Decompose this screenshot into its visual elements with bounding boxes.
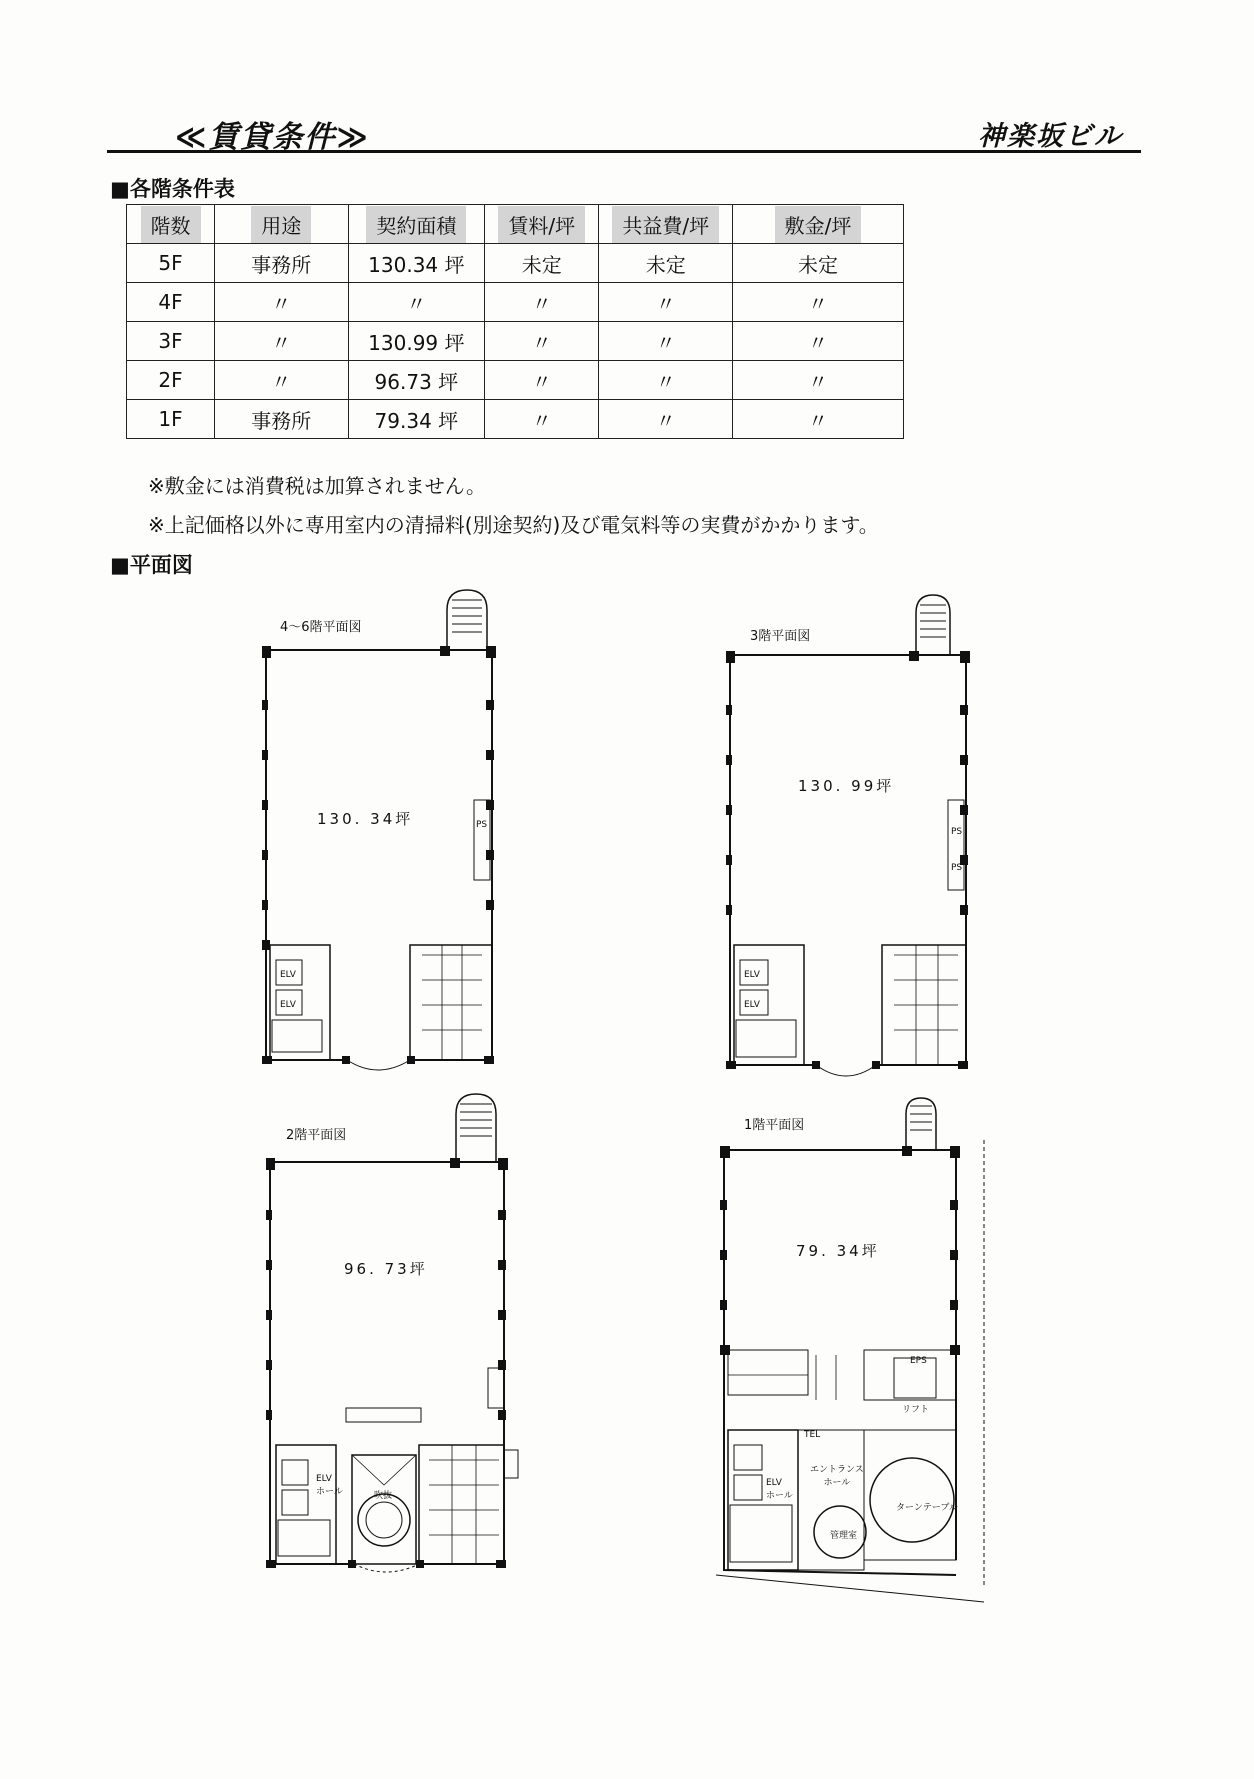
table-cell: 1F bbox=[127, 400, 215, 439]
table-cell: 〃 bbox=[485, 322, 599, 361]
floorplan-area: 96. 73坪 bbox=[344, 1260, 428, 1278]
table-cell: 未定 bbox=[485, 244, 599, 283]
floorplan-2f bbox=[264, 1090, 524, 1580]
void-label: 吹抜 bbox=[374, 1491, 393, 1501]
table-cell: 96.73 坪 bbox=[348, 361, 485, 400]
col-deposit bbox=[733, 205, 904, 244]
floorplan-3f-drawing bbox=[726, 595, 976, 1075]
table-cell: 4F bbox=[127, 283, 215, 322]
floorplan-2f-drawing bbox=[264, 1090, 524, 1580]
table-cell: 〃 bbox=[733, 361, 904, 400]
col-floor-label: 階数 bbox=[141, 206, 201, 243]
note-deposit-tax: ※敷金には消費税は加算されません。 bbox=[148, 474, 486, 498]
elevator-hall-label: ELV ホール bbox=[316, 1474, 343, 1497]
floorplan-area: 79. 34坪 bbox=[796, 1242, 880, 1260]
table-cell: 2F bbox=[127, 361, 215, 400]
table-cell: 5F bbox=[127, 244, 215, 283]
elevator-label: ELV bbox=[744, 970, 760, 980]
table-cell: 〃 bbox=[215, 322, 349, 361]
table-cell: 〃 bbox=[733, 283, 904, 322]
building-name: 神楽坂ビル bbox=[978, 121, 1123, 152]
col-deposit-label: 敷金/坪 bbox=[775, 206, 862, 243]
floorplan-1f-drawing bbox=[716, 1100, 996, 1600]
col-usage bbox=[215, 205, 349, 244]
floorplan-label: 3階平面図 bbox=[750, 629, 811, 644]
floorplan-area: 130. 34坪 bbox=[317, 810, 414, 828]
table-cell: 〃 bbox=[599, 400, 733, 439]
col-area bbox=[348, 205, 485, 244]
table-cell: 〃 bbox=[599, 283, 733, 322]
table-cell: 〃 bbox=[215, 283, 349, 322]
table-cell: 〃 bbox=[733, 400, 904, 439]
floorplan-area: 130. 99坪 bbox=[798, 777, 895, 795]
table-row bbox=[127, 322, 904, 361]
floorplan-label: 2階平面図 bbox=[286, 1128, 347, 1143]
section-conditions-heading: ■各階条件表 bbox=[110, 177, 235, 201]
table-cell: 130.99 坪 bbox=[348, 322, 485, 361]
note-extra-costs: ※上記価格以外に専用室内の清掃料(別途契約)及び電気料等の実費がかかります。 bbox=[148, 513, 879, 537]
table-cell: 〃 bbox=[485, 283, 599, 322]
tel-label: TEL bbox=[804, 1430, 821, 1440]
elevator-hall-label: ELV ホール bbox=[766, 1478, 793, 1501]
floorplan-4-6f bbox=[262, 590, 502, 1070]
table-cell: 〃 bbox=[215, 361, 349, 400]
ps-label: PS bbox=[476, 820, 488, 830]
floorplan-1f bbox=[716, 1100, 996, 1600]
turntable-label: ターンテーブル bbox=[896, 1503, 959, 1513]
table-cell: 〃 bbox=[599, 361, 733, 400]
table-cell: 事務所 bbox=[215, 400, 349, 439]
table-cell: 〃 bbox=[485, 361, 599, 400]
conditions-table bbox=[126, 204, 904, 439]
table-cell: 未定 bbox=[599, 244, 733, 283]
manager-room-label: 管理室 bbox=[830, 1531, 858, 1541]
table-row bbox=[127, 361, 904, 400]
table-cell: 〃 bbox=[348, 283, 485, 322]
elevator-label: ELV bbox=[280, 1000, 296, 1010]
entrance-hall-label: エントランス ホール bbox=[810, 1465, 864, 1488]
section-floorplans-heading: ■平面図 bbox=[110, 553, 193, 577]
table-cell: 〃 bbox=[485, 400, 599, 439]
floorplan-4-6f-drawing bbox=[262, 590, 502, 1070]
ps-label: PS bbox=[951, 827, 963, 837]
col-common-fee bbox=[599, 205, 733, 244]
elevator-label: ELV bbox=[280, 970, 296, 980]
table-row bbox=[127, 244, 904, 283]
col-rent bbox=[485, 205, 599, 244]
table-cell: 130.34 坪 bbox=[348, 244, 485, 283]
table-row bbox=[127, 283, 904, 322]
col-floor bbox=[127, 205, 215, 244]
document-header bbox=[107, 108, 1141, 153]
table-cell: 未定 bbox=[733, 244, 904, 283]
col-usage-label: 用途 bbox=[251, 206, 311, 243]
lift-label: リフト bbox=[902, 1405, 930, 1415]
floorplan-label: 1階平面図 bbox=[744, 1118, 805, 1133]
page-title: ≪賃貸条件≫ bbox=[175, 120, 370, 155]
eps-label: EPS bbox=[910, 1356, 927, 1366]
col-area-label: 契約面積 bbox=[366, 206, 466, 243]
ps-label: PS bbox=[951, 863, 963, 873]
col-common-fee-label: 共益費/坪 bbox=[612, 206, 719, 243]
table-header-row bbox=[127, 205, 904, 244]
table-cell: 〃 bbox=[599, 322, 733, 361]
floorplan-label: 4～6階平面図 bbox=[280, 620, 362, 635]
table-cell: 事務所 bbox=[215, 244, 349, 283]
table-cell: 79.34 坪 bbox=[348, 400, 485, 439]
floorplan-3f bbox=[726, 595, 976, 1075]
col-rent-label: 賃料/坪 bbox=[498, 206, 585, 243]
table-row bbox=[127, 400, 904, 439]
elevator-label: ELV bbox=[744, 1000, 760, 1010]
table-cell: 3F bbox=[127, 322, 215, 361]
table-cell: 〃 bbox=[733, 322, 904, 361]
